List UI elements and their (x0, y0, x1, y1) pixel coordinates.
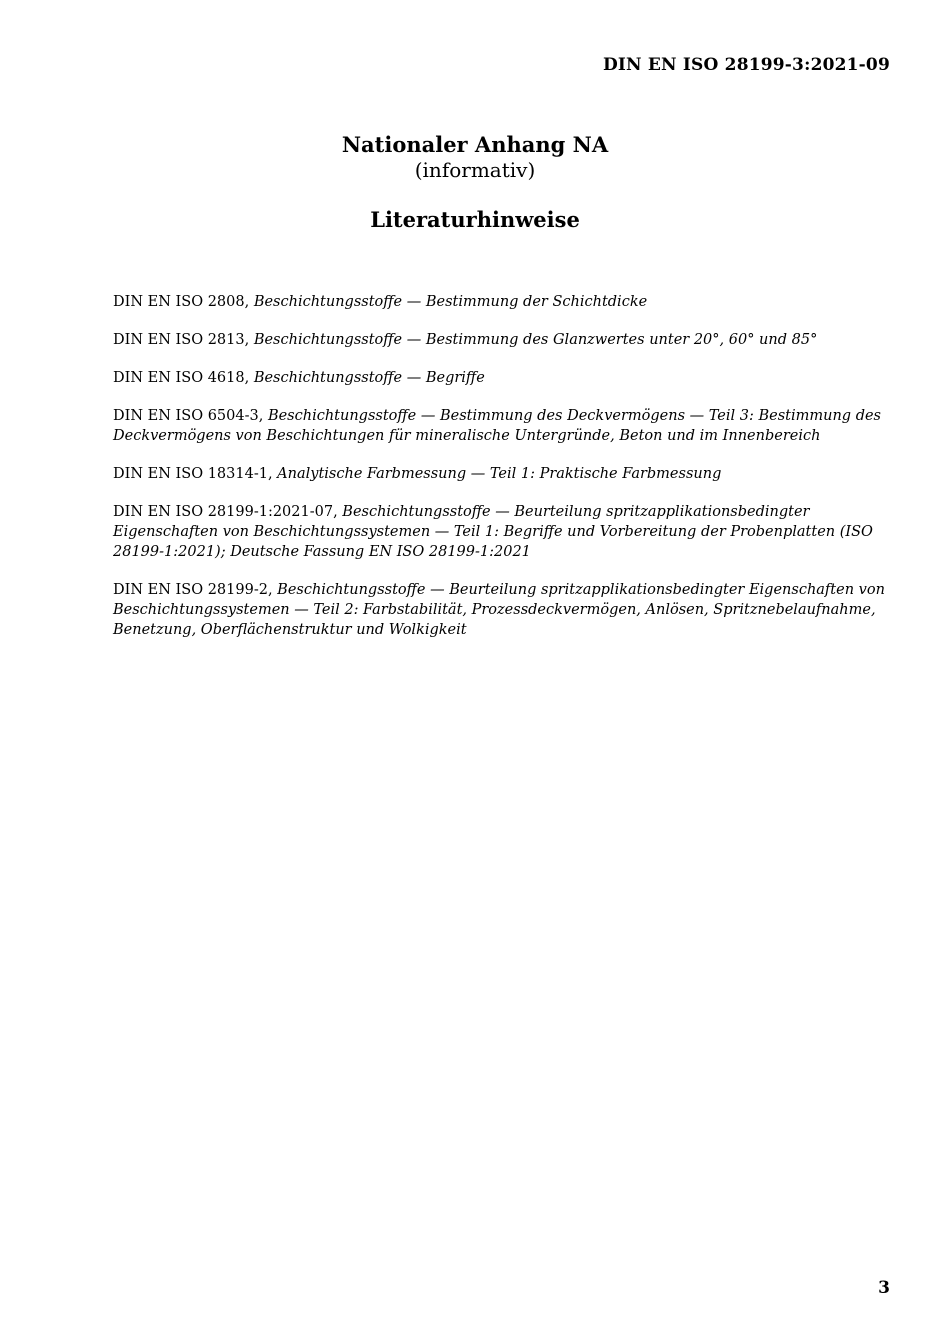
reference-id: DIN EN ISO 2808, (113, 294, 250, 310)
section-title: Literaturhinweise (370, 207, 580, 232)
reference-item (113, 330, 893, 350)
reference-item (113, 464, 893, 484)
reference-title: Beschichtungsstoffe — Beurteilung spritzapplikationsbedingter Eigenschaften von Beschichtungssystemen — Teil 1: Begriffe und Vorbereitung der Probenplatten (ISO 28199-1:2021); Deutsche Fassung EN ISO 28199-1:2021 (113, 504, 873, 560)
reference-id: DIN EN ISO 28199-1:2021-07, (113, 504, 338, 520)
reference-title: Beschichtungsstoffe — Bestimmung des Glanzwertes unter 20°, 60° und 85° (253, 332, 818, 348)
reference-item (113, 406, 893, 446)
page-number: 3 (878, 1278, 890, 1298)
reference-title: Beschichtungsstoffe — Bestimmung des Deckvermögens — Teil 3: Bestimmung des Deckvermögens von Beschichtungen für mineralische Untergründe, Beton und im Innenbereich (113, 408, 881, 444)
reference-item (113, 502, 893, 562)
annex-subtitle: (informativ) (414, 158, 536, 182)
reference-title: Beschichtungsstoffe — Begriffe (253, 370, 485, 386)
document-id: DIN EN ISO 28199-3:2021-09 (602, 55, 890, 75)
reference-item (113, 292, 893, 312)
reference-id: DIN EN ISO 2813, (113, 332, 250, 348)
reference-id: DIN EN ISO 6504-3, (113, 408, 264, 424)
reference-id: DIN EN ISO 4618, (113, 370, 250, 386)
reference-id: DIN EN ISO 18314-1, (113, 466, 273, 482)
annex-title: Nationaler Anhang NA (341, 132, 609, 157)
reference-id: DIN EN ISO 28199-2, (113, 582, 273, 598)
reference-item (113, 368, 893, 388)
annex-heading (0, 132, 950, 182)
reference-title: Beschichtungsstoffe — Bestimmung der Schichtdicke (253, 294, 648, 310)
reference-title: Beschichtungsstoffe — Beurteilung spritzapplikationsbedingter Eigenschaften von Beschichtungssystemen — Teil 2: Farbstabilität, Prozessdeckvermögen, Anlösen, Spritznebelaufnahme, Benetzung, Oberflächenstruktur und Wolkigkeit (113, 582, 885, 638)
reference-title: Analytische Farbmessung — Teil 1: Praktische Farbmessung (277, 466, 722, 482)
reference-list (113, 292, 893, 658)
reference-item (113, 580, 893, 640)
